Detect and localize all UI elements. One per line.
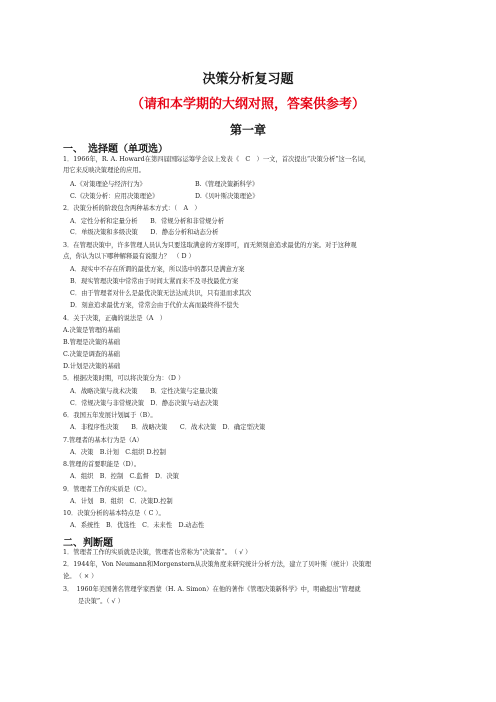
question-4-option-b: B.管理是决策的基础 <box>63 339 121 346</box>
question-4: 4．关于决策，正确的说法是（A ） <box>63 315 167 322</box>
question-7-options: A．决策 B.计划 C.组织 D.控制 <box>70 449 166 456</box>
question-7: 7.管理者的基本行为是（A） <box>63 437 143 444</box>
question-1-option-c: C.《决策分析：应用决策理论》 <box>70 193 159 200</box>
question-3-line-1: 3．在管理决策中，许多管理人员认为只要选取满意的方案即可，而无须刻意追求最优的方案。对于这种观 <box>63 242 357 249</box>
section-heading-choice: 一、 选择题（单项选） <box>63 144 168 155</box>
question-1-option-a: A.《对策理论与经济行为》 <box>70 181 146 188</box>
question-1-option-b: B.《管理决策新科学》 <box>195 181 259 188</box>
question-4-option-c: C.决策是调查的基础 <box>63 351 120 358</box>
question-5: 5．根据决策时期，可以将决策分为：（D ） <box>63 375 185 382</box>
question-3-option-c: C．由于管理者对什么是最优决策无法达成共识，只有退而求其次 <box>70 290 252 297</box>
question-6-options: A．非程序性决策 B．战略决策 C．战术决策 D．确定型决策 <box>70 424 266 431</box>
question-5-options-ab: A．战略决策与战术决策 B．定性决策与定量决策 <box>70 388 218 395</box>
question-3-option-d: D．刻意追求最优方案，常常会由于代价太高而最终得不偿失 <box>70 302 239 309</box>
question-5-options-cd: C．常规决策与非常规决策 D．静态决策与动态决策 <box>70 400 219 407</box>
question-2-options-cd: C．单级决策和多级决策 D．静态分析和动态分析 <box>70 229 219 236</box>
question-2: 2．决策分析的阶段包含两种基本方式：（ A ） <box>63 205 201 212</box>
question-1-option-d: D.《贝叶斯决策理论》 <box>195 193 259 200</box>
judgement-2-line-1: 2．1944年，Von Neumann和Morgenstern从决策角度来研究统计分析方法，建立了贝叶斯（统计）决策理 <box>63 561 372 568</box>
judgement-2-line-2: 论。 （ × ） <box>63 573 98 580</box>
question-3-option-b: B．现实管理决策中常常由于时间太紧而来不及寻找最优方案 <box>70 278 239 285</box>
judgement-3-line-2: 是决策”。（ √ ） <box>78 598 124 605</box>
document-subtitle: （请和本学期的大纲对照，答案供参考） <box>130 97 365 112</box>
question-1-line-1: 1．1966年，R. A. Howard在第四届国际运筹学会议上发表《 C ）一文，首次提出“决策分析”这一名词， <box>63 156 371 163</box>
question-10-options: A．系统性 B．优选性 C．未来性 D.动态性 <box>70 522 205 529</box>
question-3-line-2: 点，你认为以下哪种解释最有说服力？ （ D ） <box>63 253 195 260</box>
judgement-1: 1．管理者工作的实质就是决策，管理者也常称为“决策者”。 （ √ ） <box>63 549 252 556</box>
question-2-options-ab: A．定性分析和定量分析 B．常规分析和非常规分析 <box>70 218 225 225</box>
question-9-options: A．计划 B．组织 C．决策D.控制 <box>70 498 173 505</box>
question-4-option-d: D.计划是决策的基础 <box>63 363 121 370</box>
question-10: 10．决策分析的基本特点是（ C ）。 <box>63 510 165 517</box>
section-heading-judgement: 二、判断题 <box>63 538 113 549</box>
question-9: 9．管理者工作的实质是（C）。 <box>63 486 151 493</box>
question-8: 8.管理的首要职能是（D）。 <box>63 461 141 468</box>
question-4-option-a: A.决策是管理的基础 <box>63 327 120 334</box>
question-3-option-a: A．现实中不存在所谓的最优方案，所以选中的都只是满意方案 <box>70 266 245 273</box>
judgement-3-line-1: 3． 1960年美国著名管理学家西蒙（H. A. Simon）在他的著作《管理决策新科学》中，明确提出“管理就 <box>63 586 361 593</box>
question-6: 6．我国五年发展计划属于（B）。 <box>63 412 157 419</box>
question-8-options: A．组织 B．控制 C.监督 D．决策 <box>70 473 179 480</box>
chapter-heading: 第一章 <box>229 123 266 137</box>
document-title: 决策分析复习题 <box>202 72 294 87</box>
question-1-line-2: 用它来反映决策理论的应用。 <box>63 167 145 174</box>
